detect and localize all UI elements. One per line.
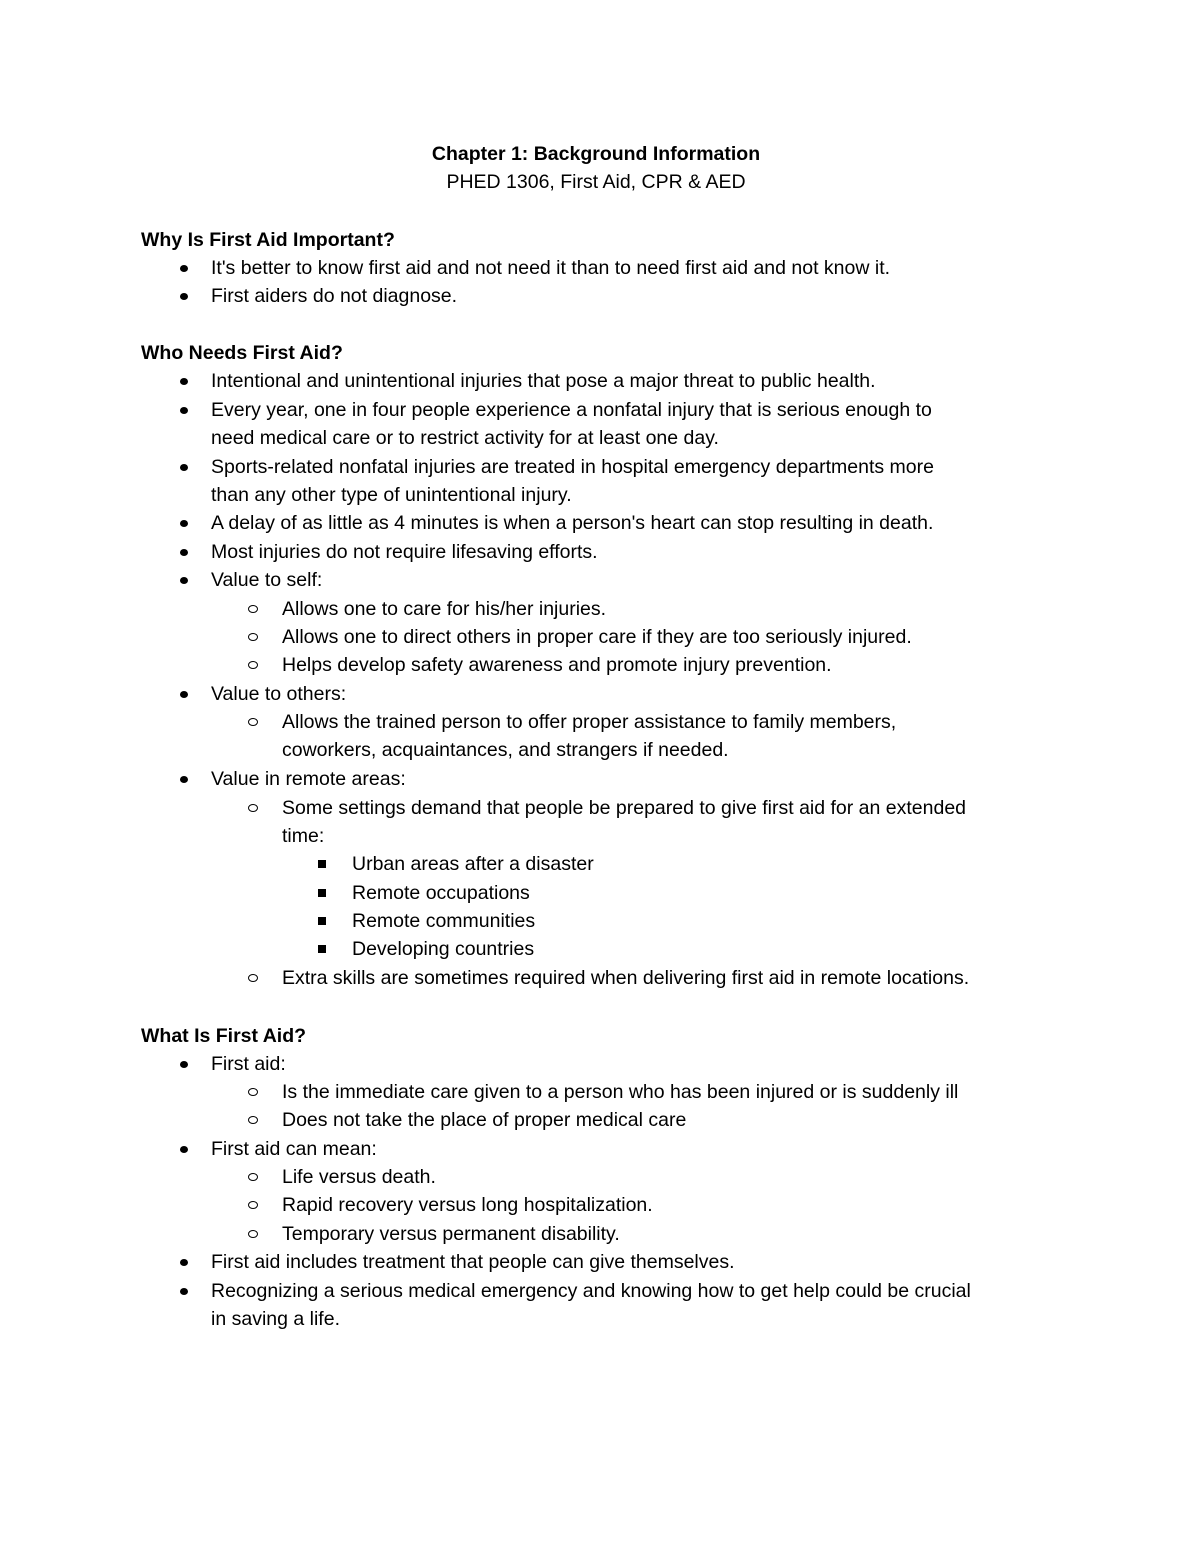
section-heading: Why Is First Aid Important? (141, 229, 395, 251)
list-item-continuation: coworkers, acquaintances, and strangers if needed. (282, 739, 729, 761)
list-item: Every year, one in four people experience a nonfatal injury that is serious enough to (211, 396, 932, 424)
list-item-continuation: time: (282, 825, 325, 847)
section-heading: What Is First Aid? (141, 1025, 307, 1047)
list-item: Does not take the place of proper medical care (282, 1106, 686, 1134)
bullet-dot-icon (180, 776, 188, 783)
list-item: Value to others: (211, 680, 346, 708)
list-item: A delay of as little as 4 minutes is when a person's heart can stop resulting in death. (211, 509, 933, 537)
bullet-circle-icon (248, 1201, 258, 1209)
bullet-circle-icon (248, 974, 258, 982)
bullet-circle-icon (248, 661, 258, 669)
document-subtitle: PHED 1306, First Aid, CPR & AED (446, 171, 746, 193)
list-item: Remote communities (352, 907, 535, 935)
bullet-dot-icon (180, 549, 188, 556)
list-item: Recognizing a serious medical emergency and knowing how to get help could be crucial (211, 1277, 971, 1305)
list-item: Most injuries do not require lifesaving efforts. (211, 538, 598, 566)
bullet-dot-icon (180, 691, 188, 698)
list-item-continuation: than any other type of unintentional injury. (211, 484, 572, 506)
bullet-dot-icon (180, 464, 188, 471)
bullet-circle-icon (248, 605, 258, 613)
list-item: Sports-related nonfatal injuries are treated in hospital emergency departments more (211, 453, 934, 481)
list-item: Helps develop safety awareness and promote injury prevention. (282, 651, 832, 679)
list-item: First aid: (211, 1050, 286, 1078)
bullet-dot-icon (180, 378, 188, 385)
bullet-dot-icon (180, 1061, 188, 1068)
list-item: Temporary versus permanent disability. (282, 1220, 620, 1248)
bullet-dot-icon (180, 520, 188, 527)
bullet-dot-icon (180, 577, 188, 584)
bullet-square-icon (318, 860, 326, 868)
bullet-dot-icon (180, 1288, 188, 1295)
list-item: First aid can mean: (211, 1135, 377, 1163)
list-item: Life versus death. (282, 1163, 436, 1191)
bullet-dot-icon (180, 265, 188, 272)
bullet-circle-icon (248, 718, 258, 726)
bullet-dot-icon (180, 293, 188, 300)
list-item: Value to self: (211, 566, 322, 594)
list-item: Intentional and unintentional injuries that pose a major threat to public health. (211, 367, 876, 395)
bullet-circle-icon (248, 1116, 258, 1124)
bullet-dot-icon (180, 1259, 188, 1266)
list-item-continuation: in saving a life. (211, 1308, 340, 1330)
bullet-circle-icon (248, 633, 258, 641)
bullet-circle-icon (248, 804, 258, 812)
list-item: Extra skills are sometimes required when delivering first aid in remote locations. (282, 964, 969, 992)
bullet-circle-icon (248, 1088, 258, 1096)
bullet-dot-icon (180, 1146, 188, 1153)
bullet-square-icon (318, 889, 326, 897)
list-item-continuation: need medical care or to restrict activity for at least one day. (211, 427, 719, 449)
bullet-dot-icon (180, 407, 188, 414)
list-item: Allows one to care for his/her injuries. (282, 595, 606, 623)
list-item: It's better to know first aid and not need it than to need first aid and not know it. (211, 254, 890, 282)
list-item: Allows one to direct others in proper care if they are too seriously injured. (282, 623, 912, 651)
section-heading: Who Needs First Aid? (141, 342, 343, 364)
list-item: First aid includes treatment that people can give themselves. (211, 1248, 735, 1276)
list-item: Allows the trained person to offer proper assistance to family members, (282, 708, 896, 736)
bullet-circle-icon (248, 1230, 258, 1238)
document-title: Chapter 1: Background Information (431, 143, 761, 165)
list-item: Value in remote areas: (211, 765, 406, 793)
list-item: Some settings demand that people be prepared to give first aid for an extended (282, 794, 966, 822)
list-item: Urban areas after a disaster (352, 850, 594, 878)
list-item: Remote occupations (352, 879, 530, 907)
bullet-square-icon (318, 945, 326, 953)
list-item: First aiders do not diagnose. (211, 282, 457, 310)
bullet-square-icon (318, 917, 326, 925)
list-item: Is the immediate care given to a person who has been injured or is suddenly ill (282, 1078, 958, 1106)
bullet-circle-icon (248, 1173, 258, 1181)
list-item: Developing countries (352, 935, 534, 963)
list-item: Rapid recovery versus long hospitalization. (282, 1191, 653, 1219)
